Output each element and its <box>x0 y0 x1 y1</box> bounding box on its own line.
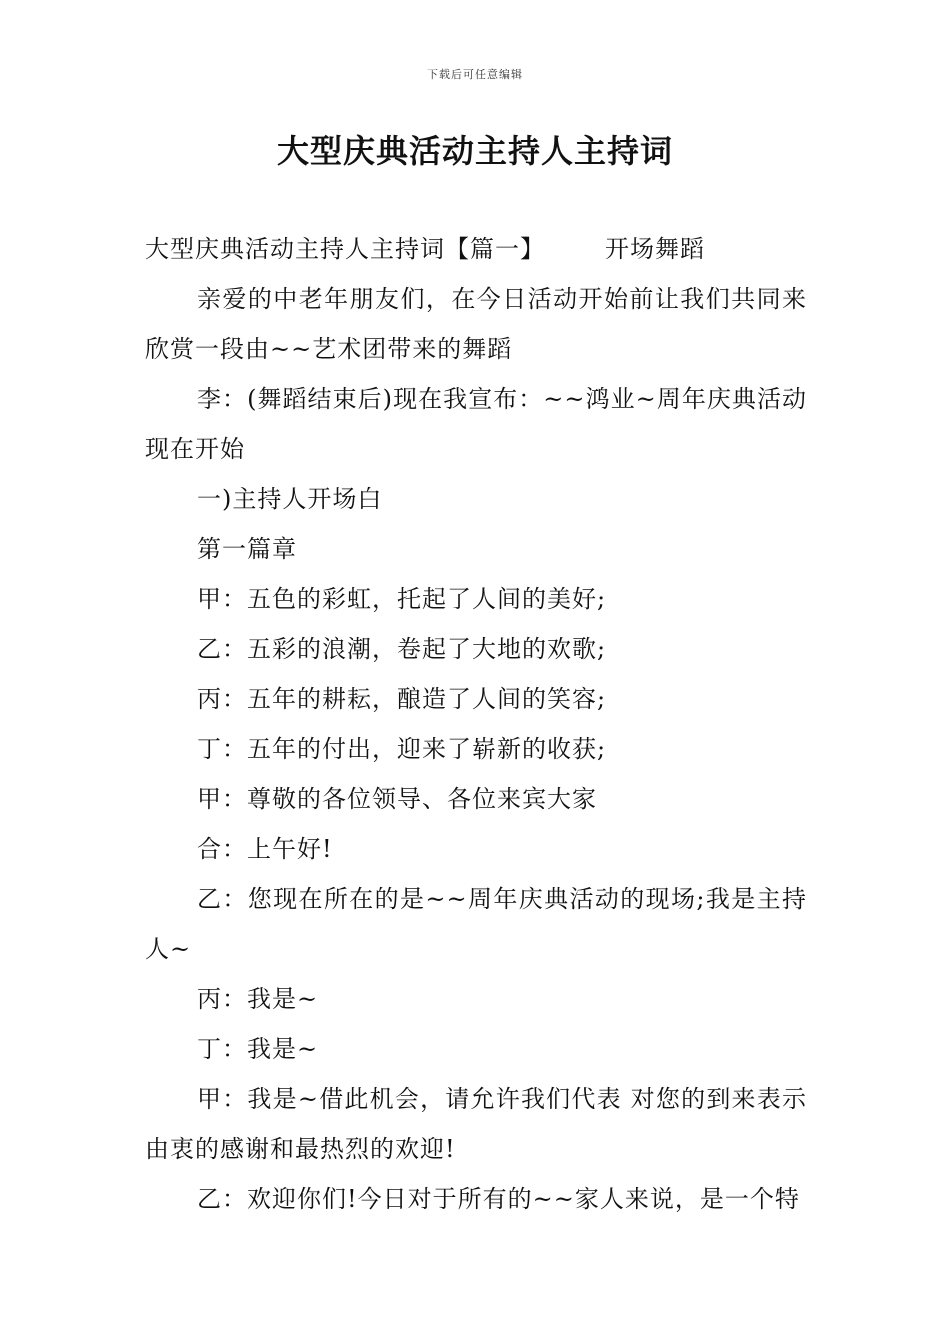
paragraph: 丁：五年的付出，迎来了崭新的收获; <box>197 735 607 763</box>
paragraph: 乙：欢迎你们!今日对于所有的~~家人来说，是一个特 <box>197 1185 800 1213</box>
section-heading-title: 大型庆典活动主持人主持词【篇一】 <box>145 235 545 263</box>
document-title: 大型庆典活动主持人主持词 <box>276 132 673 170</box>
paragraph: 丙：我是~ <box>197 985 319 1013</box>
paragraph: 甲：五色的彩虹，托起了人间的美好; <box>197 585 607 613</box>
paragraph: 甲：我是~借此机会，请允许我们代表 对您的到来表示由衷的感谢和最热烈的欢迎! <box>145 1085 807 1163</box>
paragraph: 乙：五彩的浪潮，卷起了大地的欢歌; <box>197 635 607 663</box>
paragraph: 第一篇章 <box>197 535 297 563</box>
section-heading <box>145 224 807 274</box>
section-heading-topic: 开场舞蹈 <box>605 235 705 263</box>
paragraph: 丁：我是~ <box>197 1035 319 1063</box>
document-body <box>145 224 807 1224</box>
paragraph: 甲：尊敬的各位领导、各位来宾大家 <box>197 785 597 813</box>
paragraph: 李：(舞蹈结束后)现在我宣布：~~鸿业~周年庆典活动现在开始 <box>145 385 807 463</box>
paragraph: 丙：五年的耕耘，酿造了人间的笑容; <box>197 685 607 713</box>
paragraph: 一)主持人开场白 <box>197 485 383 513</box>
paragraph: 合：上午好! <box>197 835 333 863</box>
header-note: 下载后可任意编辑 <box>427 68 523 81</box>
paragraph: 亲爱的中老年朋友们，在今日活动开始前让我们共同来欣赏一段由~~艺术团带来的舞蹈 <box>145 285 807 363</box>
paragraph: 乙：您现在所在的是~~周年庆典活动的现场;我是主持人~ <box>145 885 807 963</box>
